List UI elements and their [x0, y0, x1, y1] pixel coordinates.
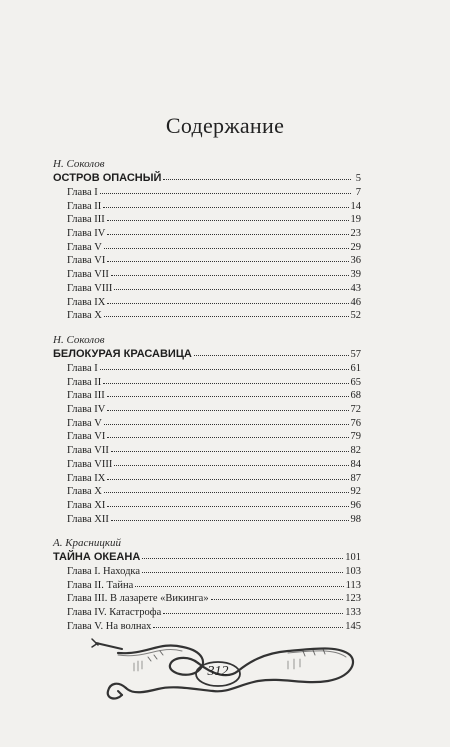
chapter-row	[53, 241, 361, 255]
section-page: 5	[355, 173, 361, 184]
page-title: Содержание	[165, 113, 285, 138]
chapter-label: Глава VIII	[67, 282, 113, 294]
chapter-page: 68	[350, 390, 361, 402]
leader-dots	[100, 361, 349, 370]
chapter-label: Глава IX	[67, 296, 106, 308]
leader-dots	[142, 550, 343, 559]
section-heading: ОСТРОВ ОПАСНЫЙ	[53, 172, 162, 184]
chapter-label: Глава XII	[67, 513, 109, 525]
leader-dots	[211, 591, 344, 600]
section-page: 57	[350, 349, 361, 360]
chapter-label: Глава VII	[67, 445, 109, 457]
leader-dots	[104, 240, 349, 249]
chapter-row	[53, 309, 361, 323]
chapter-label: Глава I	[67, 187, 98, 198]
section-author: Н. Соколов	[53, 334, 105, 346]
chapter-row	[53, 268, 361, 282]
chapter-page: 123	[345, 593, 361, 605]
chapter-row	[53, 499, 361, 513]
section-author: Н. Соколов	[53, 158, 105, 170]
chapter-page: 98	[350, 513, 361, 525]
section-page: 101	[345, 552, 361, 563]
leader-dots	[103, 375, 348, 384]
leader-dots	[104, 484, 349, 493]
chapter-row	[53, 592, 361, 606]
chapter-label: Глава III. В лазарете «Викинга»	[67, 593, 209, 605]
chapter-label: Глава XI	[67, 499, 106, 511]
chapter-row	[53, 417, 361, 431]
chapter-label: Глава IV	[67, 228, 106, 240]
leader-dots	[107, 212, 349, 221]
section-heading-row	[53, 347, 361, 362]
chapter-page: 36	[350, 255, 361, 267]
leader-dots	[114, 281, 348, 290]
chapter-label: Глава VIII	[67, 458, 113, 470]
chapter-row	[53, 227, 361, 241]
toc-section	[53, 537, 361, 633]
leader-dots	[163, 171, 351, 180]
chapter-page: 72	[350, 404, 361, 416]
chapter-page: 96	[350, 499, 361, 511]
leader-dots	[142, 564, 343, 573]
chapter-row	[53, 200, 361, 214]
chapter-page: 92	[350, 486, 361, 498]
section-heading: ТАЙНА ОКЕАНА	[53, 551, 141, 563]
chapter-row	[53, 579, 361, 593]
chapter-label: Глава V. На волнах	[67, 620, 152, 632]
page-number: 312	[207, 664, 229, 679]
chapter-row	[53, 362, 361, 376]
chapter-page: 52	[350, 310, 361, 322]
chapter-label: Глава II. Тайна	[67, 579, 134, 591]
chapter-label: Глава VII	[67, 269, 109, 281]
chapter-row	[53, 513, 361, 527]
chapter-label: Глава I	[67, 363, 98, 374]
chapter-page: 14	[350, 200, 361, 212]
chapter-row	[53, 296, 361, 310]
leader-dots	[107, 388, 349, 397]
chapter-page: 65	[350, 376, 361, 388]
chapter-page: 103	[345, 566, 361, 577]
chapter-row	[53, 606, 361, 620]
chapter-label: Глава III	[67, 214, 105, 226]
chapter-row	[53, 472, 361, 486]
chapter-row	[53, 565, 361, 579]
leader-dots	[111, 267, 349, 276]
leader-dots	[135, 578, 343, 587]
chapter-page: 29	[350, 241, 361, 253]
leader-dots	[100, 185, 351, 194]
leader-dots	[107, 471, 348, 480]
chapter-row	[53, 389, 361, 403]
chapter-label: Глава IV	[67, 404, 106, 416]
chapter-page: 145	[345, 620, 361, 632]
section-author: А. Красницкий	[53, 537, 122, 549]
leader-dots	[111, 443, 349, 452]
chapter-page: 133	[345, 607, 361, 619]
chapter-label: Глава VI	[67, 255, 106, 267]
leader-dots	[114, 457, 348, 466]
chapter-label: Глава II	[67, 376, 102, 388]
chapter-row	[53, 403, 361, 417]
section-heading-row	[53, 171, 361, 186]
chapter-label: Глава VI	[67, 431, 106, 443]
chapter-label: Глава X	[67, 486, 102, 498]
chapter-row	[53, 458, 361, 472]
chapter-page: 61	[350, 363, 361, 374]
chapter-page: 39	[350, 269, 361, 281]
chapter-page: 19	[350, 214, 361, 226]
chapter-page: 84	[350, 458, 361, 470]
chapter-page: 82	[350, 445, 361, 457]
chapter-row	[53, 430, 361, 444]
chapter-row	[53, 254, 361, 268]
chapter-label: Глава I. Находка	[67, 566, 141, 577]
leader-dots	[163, 605, 343, 614]
toc-section	[53, 334, 361, 526]
chapter-label: Глава V	[67, 417, 102, 429]
chapter-label: Глава IX	[67, 472, 106, 484]
chapter-page: 46	[350, 296, 361, 308]
toc-section	[53, 158, 361, 323]
chapter-row	[53, 620, 361, 634]
leader-dots	[107, 429, 348, 438]
chapter-row	[53, 376, 361, 390]
leader-dots	[107, 295, 348, 304]
chapter-label: Глава III	[67, 390, 105, 402]
chapter-row	[53, 485, 361, 499]
chapter-label: Глава II	[67, 200, 102, 212]
chapter-row	[53, 213, 361, 227]
chapter-page: 43	[350, 282, 361, 294]
chapter-row	[53, 186, 361, 200]
chapter-page: 79	[350, 431, 361, 443]
chapter-label: Глава IV. Катастрофа	[67, 607, 162, 619]
leader-dots	[107, 253, 348, 262]
chapter-label: Глава V	[67, 241, 102, 253]
leader-dots	[153, 619, 343, 628]
leader-dots	[104, 308, 349, 317]
leader-dots	[104, 416, 349, 425]
leader-dots	[107, 402, 348, 411]
chapter-label: Глава X	[67, 310, 102, 322]
section-heading-row	[53, 550, 361, 565]
chapter-page: 87	[350, 472, 361, 484]
chapter-page: 113	[345, 579, 361, 591]
leader-dots	[103, 199, 348, 208]
leader-dots	[107, 498, 348, 507]
chapter-page: 76	[350, 417, 361, 429]
chapter-row	[53, 282, 361, 296]
leader-dots	[194, 347, 349, 356]
chapter-page: 7	[355, 187, 361, 198]
leader-dots	[111, 512, 349, 521]
chapter-row	[53, 444, 361, 458]
chapter-page: 23	[350, 228, 361, 240]
leader-dots	[107, 226, 348, 235]
section-heading: БЕЛОКУРАЯ КРАСАВИЦА	[53, 348, 192, 360]
